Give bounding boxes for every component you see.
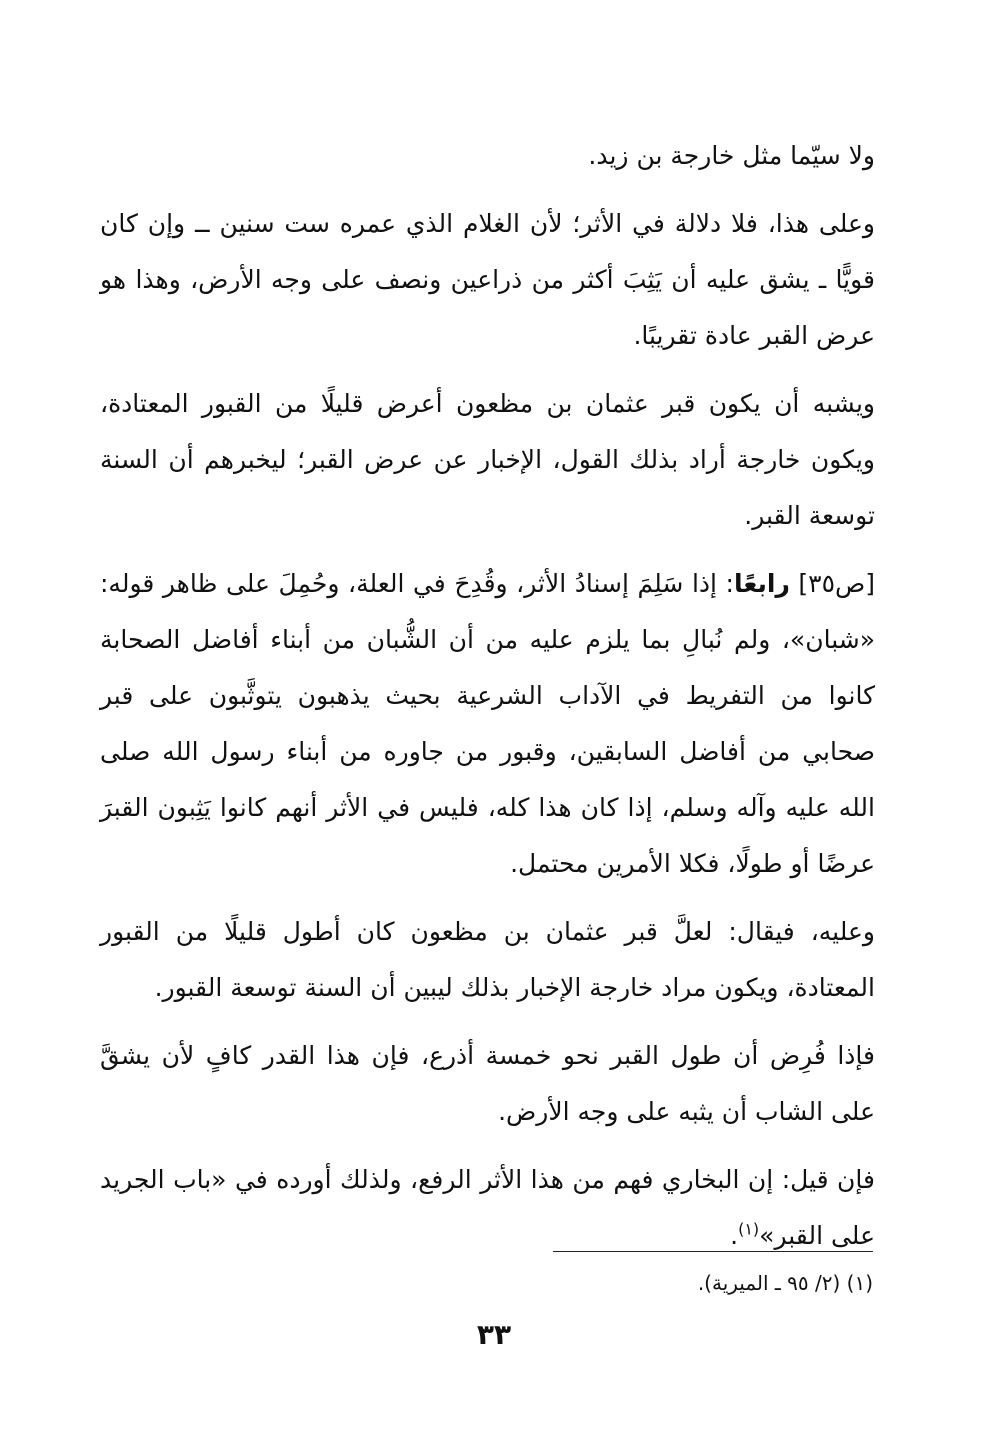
paragraph-text: ولا سيّما مثل خارجة بن زيد. [588, 141, 875, 170]
paragraph-2 [100, 196, 875, 364]
paragraph-4 [100, 556, 875, 892]
page-marker: [ص٣٥] [789, 569, 876, 598]
paragraph-text: : إذا سَلِمَ إسنادُ الأثر، وقُدِحَ في العلة، وحُمِلَ على ظاهر قوله: «شبان»، ولم نُبالِ بما يلزم عليه من أن الشُّبان من أبناء أفاضل الصحابة كانوا من التفريط في الآداب الشرعية بحيث يذهبون يتوثَّبون على قبر صحابي من أفاضل السابقين، وقبور من جاوره من أبناء رسول الله صلى الله عليه وآله وسلم، إذا كان هذا كله، فليس في الأثر أنهم كانوا يَثِبون القبرَ عرضًا أو طولًا، فكلا الأمرين محتمل. [100, 569, 875, 878]
page-number: ٣٣ [476, 1318, 512, 1351]
paragraph-text: ويشبه أن يكون قبر عثمان بن مظعون أعرض قليلًا من القبور المعتادة، ويكون خارجة أراد بذلك القول، الإخبار عن عرض القبر؛ ليخبرهم أن السنة توسعة القبر. [100, 389, 875, 530]
footnote: (١) (٢/ ٩٥ ـ الميرية). [697, 1271, 873, 1295]
footnote-divider [553, 1251, 873, 1252]
paragraph-1 [100, 128, 875, 184]
paragraph-text: فإن قيل: إن البخاري فهم من هذا الأثر الرفع، ولذلك أورده في «باب الجريد على القبر» [100, 1165, 875, 1250]
footnote-reference: (١) [738, 1219, 760, 1239]
paragraph-text: وعليه، فيقال: لعلَّ قبر عثمان بن مظعون كان أطول قليلًا من القبور المعتادة، ويكون مراد خارجة الإخبار بذلك ليبين أن السنة توسعة القبور. [100, 917, 875, 1002]
paragraph-end: . [730, 1221, 739, 1250]
main-text [100, 128, 875, 1276]
paragraph-6 [100, 1028, 875, 1140]
paragraph-text: وعلى هذا، فلا دلالة في الأثر؛ لأن الغلام الذي عمره ست سنين ــ وإن كان قويًّا ـ يشق عليه أن يَثِبَ أكثر من ذراعين ونصف على وجه الأرض، وهذا هو عرض القبر عادة تقريبًا. [100, 209, 875, 350]
paragraph-7 [100, 1152, 875, 1264]
paragraph-5 [100, 904, 875, 1016]
section-label: رابعًا [733, 569, 790, 598]
paragraph-3 [100, 376, 875, 544]
paragraph-text: فإذا فُرِض أن طول القبر نحو خمسة أذرع، فإن هذا القدر كافٍ لأن يشقَّ على الشاب أن يثبه على وجه الأرض. [100, 1041, 875, 1126]
